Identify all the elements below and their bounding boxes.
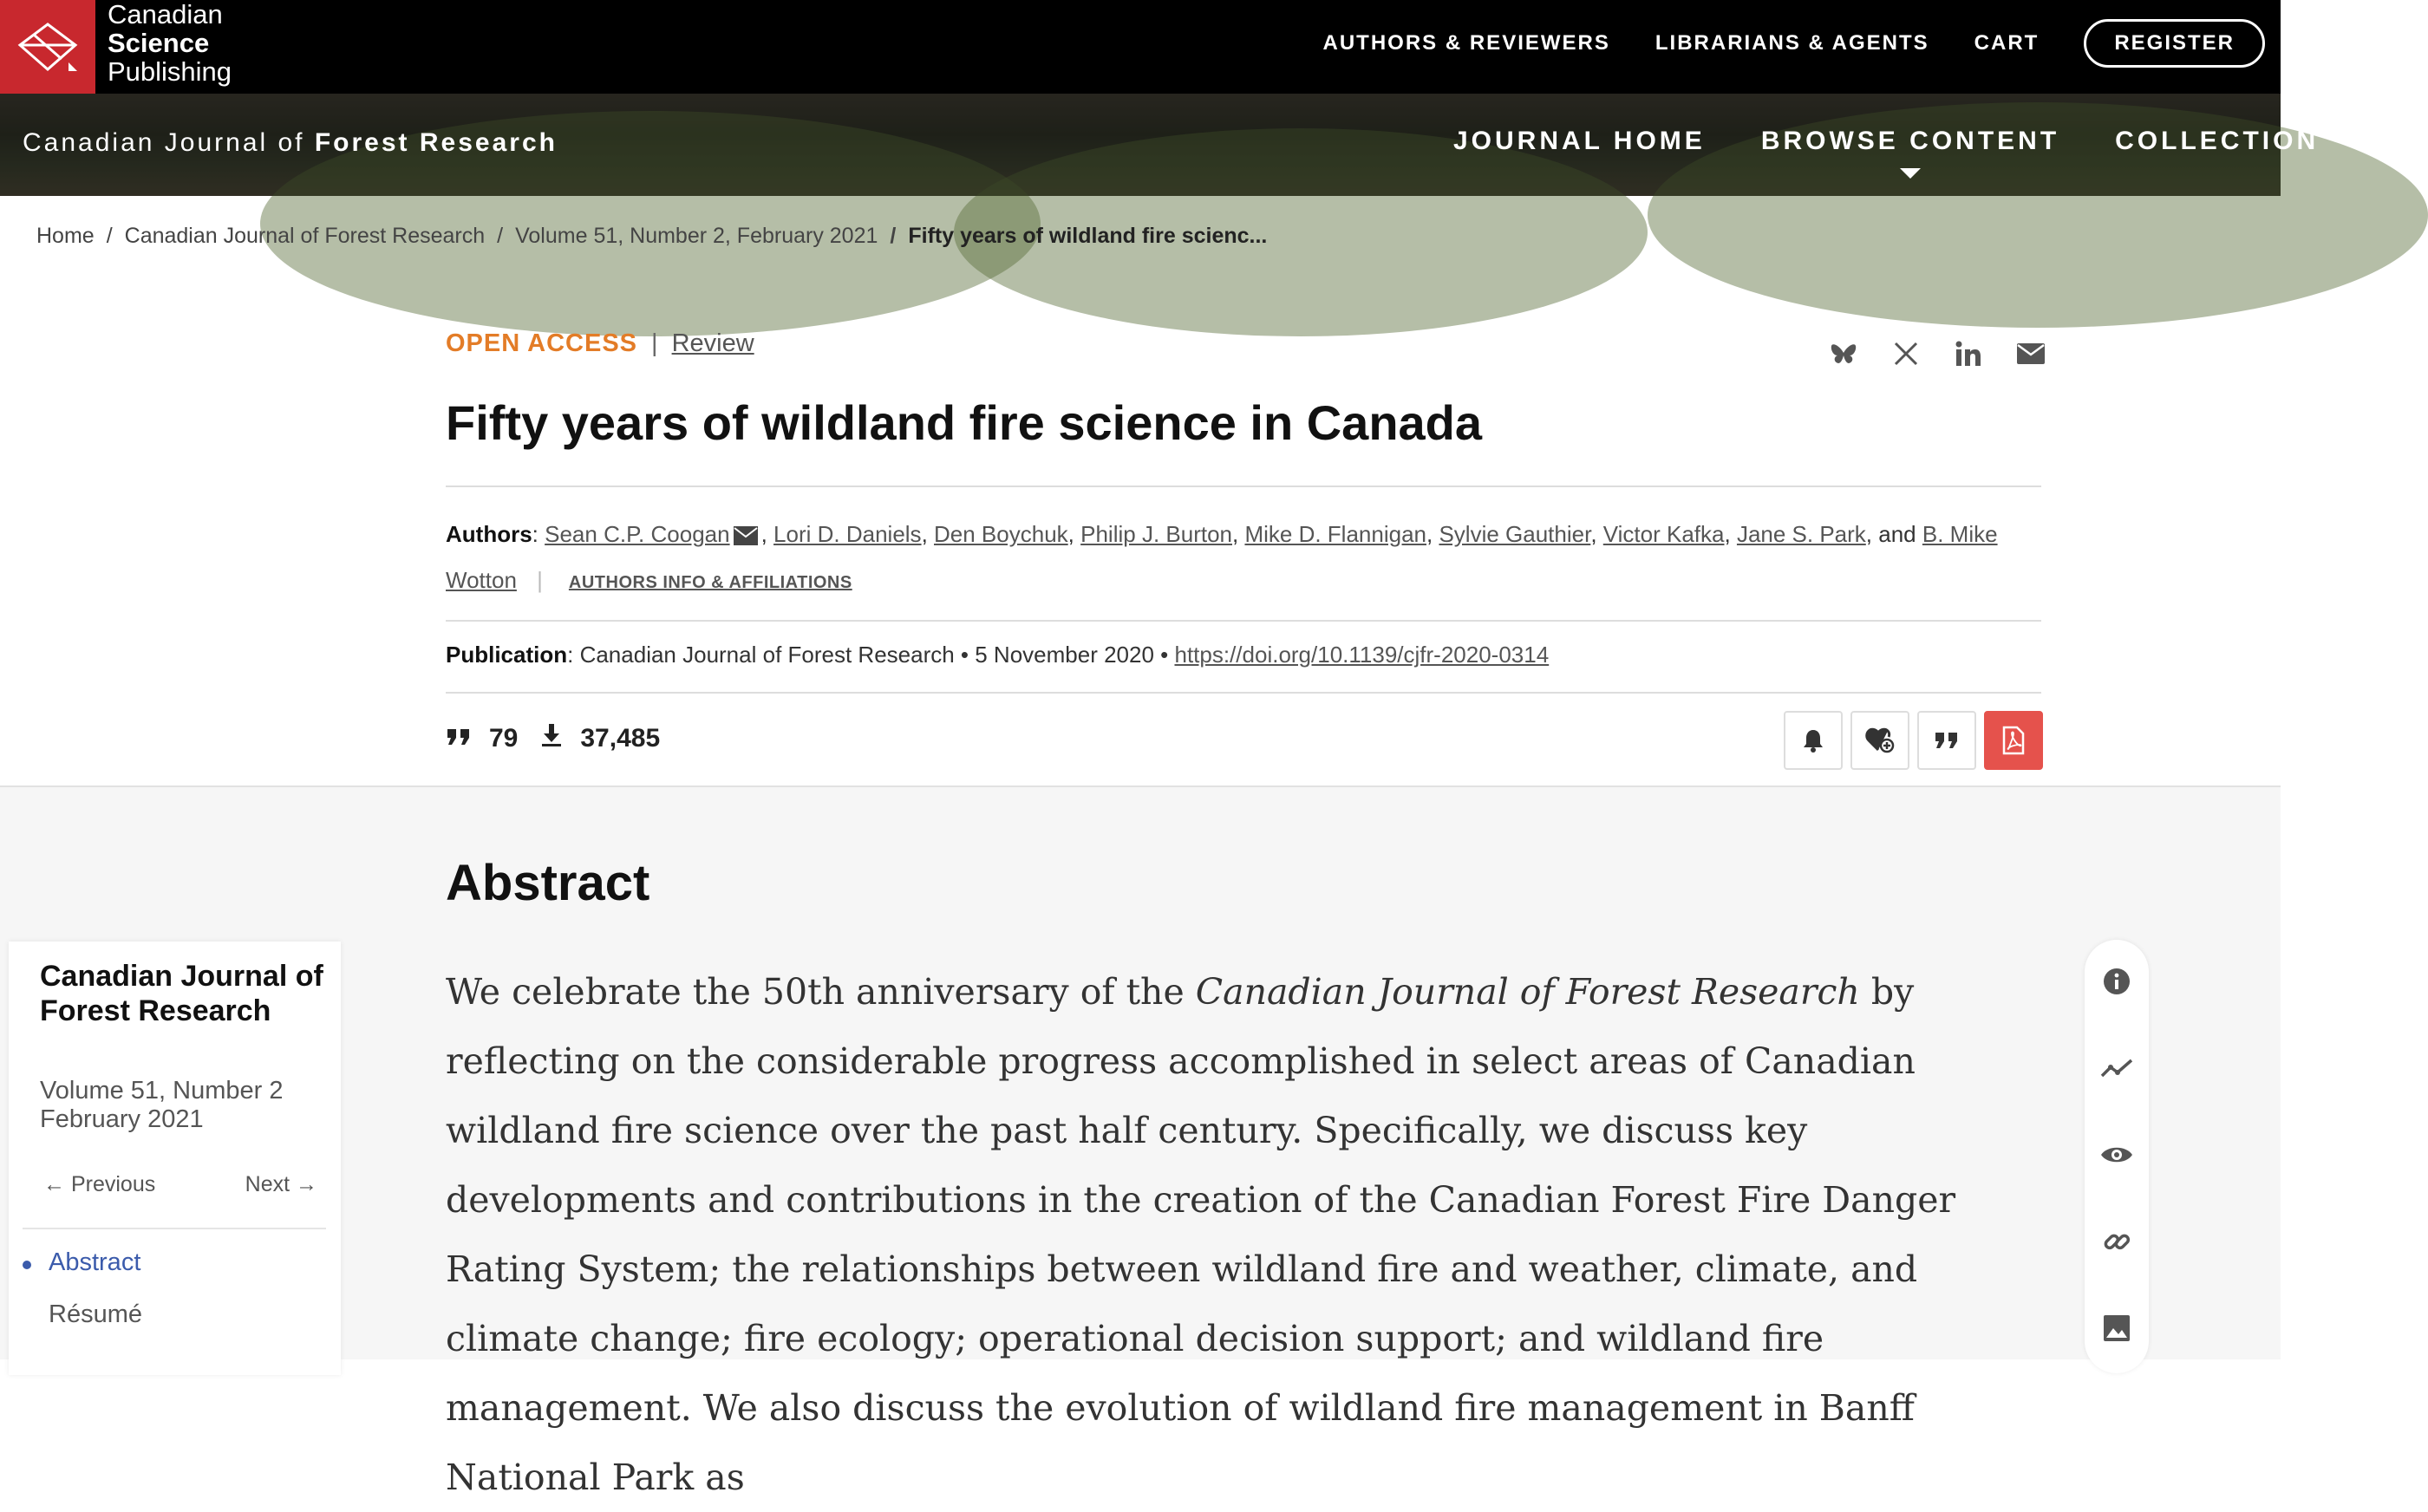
abstract-journal-italic: Canadian Journal of Forest Research — [1195, 971, 1860, 1013]
nav-librarians-agents[interactable]: LIBRARIANS & AGENTS — [1655, 31, 1929, 55]
journal-title-bold: Forest Research — [314, 128, 558, 157]
breadcrumb — [36, 224, 1267, 249]
breadcrumb-issue[interactable]: Volume 51, Number 2, February 2021 — [515, 224, 878, 248]
article-type-link[interactable]: Review — [671, 329, 754, 357]
view-eye-icon[interactable] — [2101, 1139, 2132, 1170]
nav-browse-content-label: BROWSE CONTENT — [1760, 127, 2060, 155]
sidebar-volume: Volume 51, Number 2 — [40, 1077, 284, 1105]
abstract-heading: Abstract — [446, 855, 650, 911]
article-metrics — [446, 723, 660, 754]
next-article-button[interactable] — [245, 1172, 317, 1197]
citations-quote-icon — [446, 724, 472, 753]
sidebar-date: February 2021 — [40, 1105, 204, 1133]
arrow-right-icon: → — [296, 1172, 317, 1196]
sidebar-journal-name[interactable]: Canadian Journal of Forest Research — [40, 960, 323, 1027]
alert-bell-button[interactable] — [1784, 711, 1843, 770]
breadcrumb-journal[interactable]: Canadian Journal of Forest Research — [124, 224, 486, 248]
previous-label: Previous — [70, 1172, 156, 1196]
open-access-badge: OPEN ACCESS — [446, 329, 638, 357]
next-label: Next — [245, 1172, 290, 1196]
author-link[interactable]: Den Boychuk — [934, 521, 1068, 547]
metrics-trend-icon[interactable] — [2101, 1053, 2132, 1084]
publisher-name[interactable] — [108, 0, 232, 86]
divider — [446, 692, 2041, 694]
publisher-line-2: Science — [108, 28, 210, 58]
article-actions — [1784, 711, 2043, 770]
figures-image-icon[interactable] — [2101, 1313, 2132, 1344]
abstract-body — [446, 957, 2041, 1512]
doi-link[interactable]: https://doi.org/10.1139/cjfr-2020-0314 — [1174, 642, 1550, 668]
cite-button[interactable] — [1917, 711, 1976, 770]
quote-icon — [1934, 731, 1960, 750]
divider — [446, 486, 2041, 487]
journal-title-prefix: Canadian Journal of — [23, 128, 315, 157]
publisher-line-3: Publishing — [108, 56, 232, 87]
meta-divider: | — [651, 329, 658, 357]
publication-info — [446, 642, 2041, 668]
toc-item-resume[interactable]: Résumé — [49, 1300, 142, 1328]
heart-plus-icon — [1866, 728, 1894, 753]
authors-label: Authors — [446, 521, 532, 547]
article-title: Fifty years of wildland fire science in Canada — [446, 395, 1483, 450]
publication-label: Publication — [446, 642, 568, 668]
toc-item-abstract[interactable]: Abstract — [49, 1248, 141, 1276]
nav-authors-reviewers[interactable]: AUTHORS & REVIEWERS — [1322, 31, 1610, 55]
bell-icon — [1802, 728, 1824, 753]
breadcrumb-current: Fifty years of wildland fire scienc... — [908, 224, 1268, 248]
meta-divider: | — [537, 567, 543, 593]
sidebar-issue[interactable] — [40, 1077, 283, 1134]
issue-sidebar — [9, 942, 341, 1375]
register-button[interactable]: REGISTER — [2084, 19, 2265, 68]
divider — [446, 620, 2041, 622]
author-link[interactable]: Lori D. Daniels — [773, 521, 922, 547]
corresponding-author-email-icon[interactable] — [734, 526, 758, 545]
tool-rail — [2085, 940, 2149, 1373]
article-meta-row — [446, 329, 2041, 358]
previous-article-button[interactable] — [43, 1172, 155, 1197]
download-count: 37,485 — [580, 724, 661, 753]
author-link[interactable]: Mike D. Flannigan — [1244, 521, 1426, 547]
citation-count: 79 — [489, 724, 519, 753]
download-icon — [540, 723, 563, 754]
breadcrumb-separator: / — [890, 224, 897, 248]
authors-info-affiliations-link[interactable]: AUTHORS INFO & AFFILIATIONS — [568, 573, 852, 592]
active-section-dot — [23, 1261, 31, 1269]
nav-browse-content[interactable] — [1761, 127, 2059, 156]
nav-collections[interactable]: COLLECTION — [2115, 127, 2320, 155]
email-share-icon[interactable] — [2015, 338, 2046, 369]
author-link[interactable]: Victor Kafka — [1602, 521, 1725, 547]
pdf-download-button[interactable] — [1984, 711, 2043, 770]
favorite-button[interactable] — [1850, 711, 1909, 770]
author-link[interactable]: B. Mike Wotton — [446, 521, 1998, 593]
authors-block: Authors: Sean C.P. Coogan , Lori D. Daniels, Den Boychuk, Philip J. Burton, Mike D. Flannigan, Sylvie Gauthier, Victor Kafka, Jane S. Park, and B. Mike Wotton | AUTHORS INFO & AFFILIATIONS — [446, 521, 1998, 593]
abstract-text-part: by reflecting on the considerable progress accomplished in select areas of Canadian wildland fire science over the past half century. Specifically, we discuss key developments and contributions in the creation of the Canadian Forest Fire Danger Rating System; the relationships between wildland fire and weather, climate, and climate change; fire ecology; operational decision support; and wildland fire management. We also discuss the evolution of wildland fire management in Banff National Park as — [446, 971, 1956, 1498]
nav-cart[interactable]: CART — [1974, 31, 2040, 55]
divider — [23, 1228, 326, 1229]
author-link[interactable]: Sylvie Gauthier — [1439, 521, 1591, 547]
info-icon[interactable] — [2101, 966, 2132, 997]
nav-journal-home[interactable]: JOURNAL HOME — [1453, 127, 1706, 155]
site-header — [0, 0, 2281, 94]
journal-nav — [1453, 127, 2374, 156]
bluesky-icon[interactable] — [1828, 338, 1859, 369]
authors-and: and — [1878, 521, 1916, 547]
breadcrumb-home[interactable]: Home — [36, 224, 95, 248]
author-link[interactable]: Philip J. Burton — [1080, 521, 1232, 547]
breadcrumb-separator: / — [106, 224, 113, 248]
pdf-icon — [2002, 727, 2025, 754]
csp-logo-icon[interactable] — [0, 0, 95, 94]
x-twitter-icon[interactable] — [1890, 338, 1922, 369]
abstract-text-part: We celebrate the 50th anniversary of the — [446, 971, 1196, 1013]
journal-title-link[interactable] — [23, 128, 558, 158]
linkedin-icon[interactable] — [1953, 338, 1984, 369]
top-nav — [1323, 0, 2281, 87]
author-link[interactable]: Jane S. Park — [1736, 521, 1866, 547]
arrow-left-icon: ← — [43, 1172, 65, 1196]
journal-banner — [0, 94, 2320, 196]
article-pager — [43, 1172, 317, 1197]
breadcrumb-separator: / — [497, 224, 504, 248]
share-bar — [1828, 338, 2046, 369]
link-icon[interactable] — [2101, 1226, 2132, 1257]
publication-text: : Canadian Journal of Forest Research • 5 November 2020 • — [567, 642, 1175, 668]
author-link[interactable]: Sean C.P. Coogan — [545, 521, 730, 547]
publisher-line-1: Canadian — [108, 0, 223, 29]
caret-down-icon — [1900, 168, 1921, 179]
